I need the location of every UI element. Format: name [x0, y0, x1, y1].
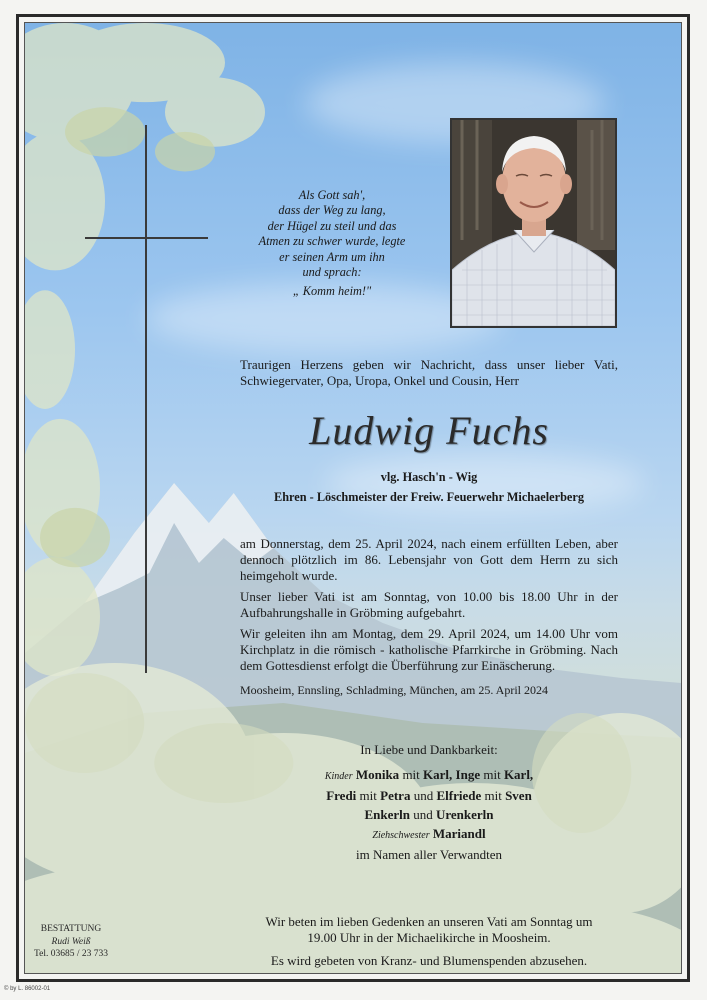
- mourners-heading: In Liebe und Dankbarkeit:: [360, 742, 498, 757]
- death-notice-paragraph: am Donnerstag, dem 25. April 2024, nach einem erfüllten Leben, aber dennoch plötzlich im 86. Lebensjahr von Gott dem Herrn zu sich heimgeholt wurde.: [240, 536, 618, 584]
- poem-line: Als Gott sah',: [298, 188, 366, 202]
- funeral-paragraph: Wir geleiten ihn am Montag, dem 29. April 2024, um 14.00 Uhr vom Kirchplatz in die römisch - katholische Pfarrkirche in Gröbming. Nach dem Gottesdienst erfolgt die Überführung zur Einäscherung.: [240, 626, 618, 674]
- undertaker-phone: Tel. 03685 / 23 733: [33, 949, 108, 959]
- deceased-nickname: vlg. Hasch'n - Wig: [380, 470, 478, 484]
- card-frame: [16, 14, 690, 982]
- undertaker-name: Rudi Weiß: [51, 936, 91, 947]
- poem-line: er seinen Arm um ihn: [279, 249, 385, 264]
- undertaker-label: BESTATTUNG: [40, 924, 102, 934]
- mourners-line-children: Kinder Monika mit Karl, Inge mit Karl,: [324, 767, 534, 782]
- poem-line: Atmen zu schwer wurde, legte: [258, 234, 406, 249]
- poem-line: „ Komm heim!": [292, 284, 372, 299]
- poem-line: dass der Weg zu lang,: [278, 203, 386, 218]
- memorial-poem: [247, 188, 417, 300]
- deceased-honorary-title: Ehren - Löschmeister der Freiw. Feuerwehr Michaelerberg: [274, 490, 584, 504]
- poem-line: der Hügel zu steil und das: [267, 218, 397, 233]
- mourners-list: [240, 765, 618, 864]
- cross-vertical-bar: [145, 125, 147, 673]
- sky-background: [24, 22, 682, 974]
- mourners-line-children-2: Fredi mit Petra und Elfriede mit Sven: [326, 788, 532, 803]
- deceased-name: Ludwig Fuchs: [309, 408, 549, 453]
- undertaker-block: [31, 923, 111, 961]
- poem-line: und sprach:: [302, 265, 362, 280]
- intro-text: Traurigen Herzens geben wir Nachricht, dass unser lieber Vati, Schwiegervater, Opa, Uropa, Onkel und Cousin, Herr: [240, 357, 618, 389]
- portrait-illustration: [452, 120, 615, 326]
- no-flowers-notice: Es wird gebeten von Kranz- und Blumenspenden abzusehen.: [270, 953, 588, 968]
- portrait-photo: [450, 118, 617, 328]
- place-and-date: Moosheim, Ennsling, Schladming, München, am 25. April 2024: [240, 683, 548, 697]
- mourners-closing: im Namen aller Verwandten: [356, 847, 502, 862]
- mourners-line-foster-sister: Ziehschwester Mariandl: [372, 826, 486, 841]
- mourners-line-grandchildren: Enkerln und Urenkerln: [364, 807, 494, 822]
- prayer-notice: Wir beten im lieben Gedenken an unseren Vati am Sonntag um 19.00 Uhr in der Michaelikirche in Moosheim.: [265, 914, 593, 946]
- viewing-paragraph: Unser lieber Vati ist am Sonntag, von 10.00 bis 18.00 Uhr in der Aufbahrungshalle in Gröbming aufgebahrt.: [240, 589, 618, 621]
- cross-horizontal-bar: [85, 237, 208, 239]
- print-footnote: © by L. 86002-01: [4, 986, 51, 992]
